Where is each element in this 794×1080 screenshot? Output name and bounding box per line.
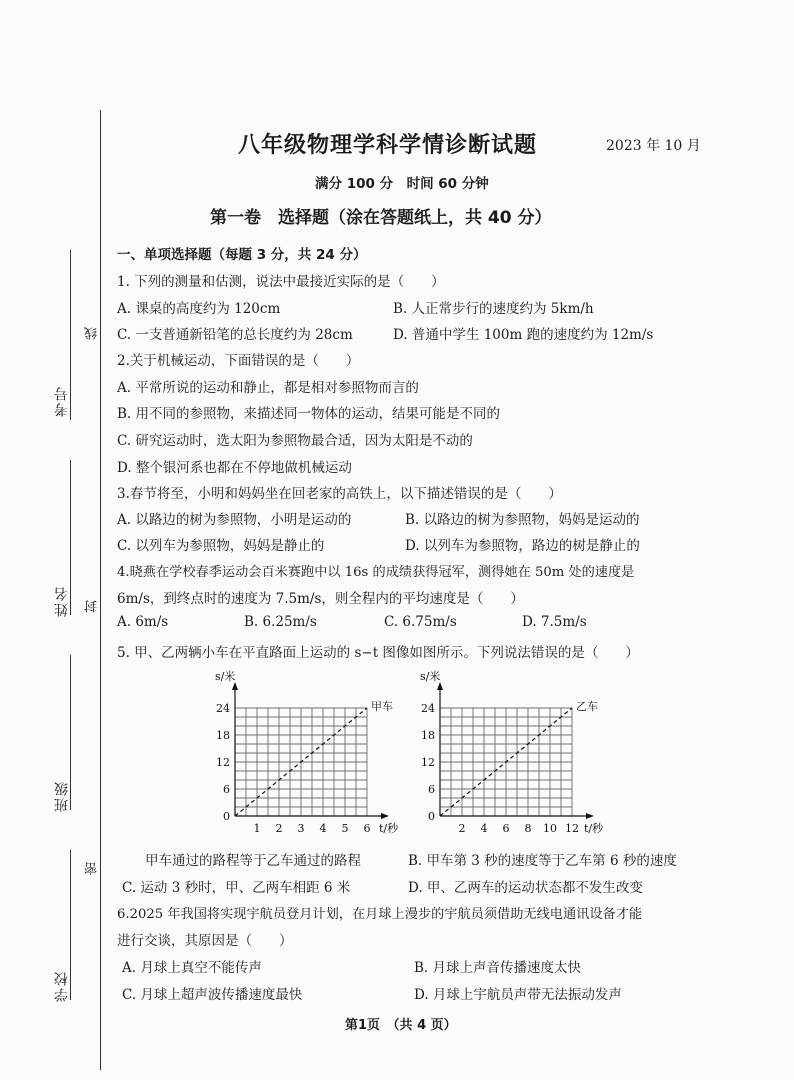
page-footer: 第1页 （共 4 页）: [345, 1018, 457, 1033]
q4-option-a: A. 6m/s: [117, 614, 169, 630]
q6-option-a: A. 月球上真空不能传声: [122, 960, 262, 976]
number-field: [70, 250, 71, 420]
q6-option-b: B. 月球上声音传播速度太快: [414, 960, 582, 976]
chart-yi: [405, 668, 625, 838]
origin-label: 0: [428, 810, 435, 823]
q1-option-a: A. 课桌的高度约为 120cm: [117, 301, 281, 317]
x-tick-label: 8: [524, 822, 532, 835]
seal-xian: 线: [85, 325, 100, 340]
section-heading: 一、单项选择题（每题 3 分，共 24 分）: [117, 247, 367, 263]
binding-line: [100, 110, 101, 1070]
class-field: [70, 655, 71, 810]
q1-option-b: B. 人正常步行的速度约为 5km/h: [393, 301, 594, 317]
seal-mi: 密: [85, 860, 100, 875]
volume-heading: 第一卷 选择题（涂在答题纸上，共 40 分）: [210, 208, 552, 228]
q2-option-d: D. 整个银河系也都在不停地做机械运动: [117, 460, 352, 476]
q2-option-a: A. 平常所说的运动和静止，都是相对参照物而言的: [117, 380, 419, 396]
y-axis-label: s/米: [420, 670, 441, 683]
q3-option-d: D. 以列车为参照物，路边的树是静止的: [405, 538, 640, 554]
y-axis-label: s/米: [215, 670, 236, 683]
x-axis-arrow: [381, 813, 389, 819]
q6-option-c: C. 月球上超声波传播速度最快: [122, 987, 303, 1003]
q6-option-d: D. 月球上宇航员声带无法振动发声: [414, 987, 622, 1003]
x-tick-label: 2: [458, 822, 466, 835]
y-tick-label: 24: [421, 702, 435, 715]
chart-jia: [200, 668, 420, 838]
x-tick-label: 5: [341, 822, 349, 835]
q2-stem: 2.关于机械运动，下面错误的是（ ）: [117, 353, 360, 369]
y-tick-label: 18: [216, 729, 230, 742]
q6-stem-line1: 6.2025 年我国将实现宇航员登月计划，在月球上漫步的宇航员须借助无线电通讯设备才能: [117, 907, 643, 922]
y-tick-label: 6: [223, 783, 230, 796]
q1-option-c: C. 一支普通新铅笔的总长度约为 28cm: [117, 327, 353, 343]
x-axis-label: t/秒: [379, 822, 399, 835]
exam-date: 2023 年 10 月: [606, 138, 701, 154]
exam-title: 八年级物理学科学情诊断试题: [238, 133, 538, 158]
q1-stem: 1. 下列的测量和估测，说法中最接近实际的是（ ）: [117, 274, 445, 290]
x-axis-arrow: [586, 813, 594, 819]
name-label: 姓名: [54, 585, 70, 617]
q2-option-b: B. 用不同的参照物，来描述同一物体的运动，结果可能是不同的: [117, 406, 501, 422]
q5-stem: 5. 甲、乙两辆小车在平直路面上运动的 s−t 图像如图所示。下列说法错误的是（ ）: [117, 645, 639, 661]
class-label: 班级: [54, 780, 70, 812]
x-tick-label: 2: [275, 822, 283, 835]
y-axis-arrow: [232, 682, 238, 690]
series-label: 乙车: [576, 700, 598, 713]
x-tick-label: 12: [565, 822, 579, 835]
school-field: [70, 850, 71, 1000]
x-tick-label: 6: [363, 822, 371, 835]
q5-option-c: C. 运动 3 秒时，甲、乙两车相距 6 米: [122, 880, 351, 896]
y-tick-label: 24: [216, 702, 230, 715]
number-label: 考号: [54, 385, 70, 417]
x-tick-label: 10: [543, 822, 557, 835]
name-field: [70, 460, 71, 615]
exam-meta: 满分 100 分 时间 60 分钟: [315, 176, 489, 192]
y-tick-label: 12: [421, 756, 435, 769]
x-tick-label: 4: [319, 822, 327, 835]
q6-stem-line2: 进行交谈，其原因是（ ）: [117, 933, 293, 949]
y-tick-label: 18: [421, 729, 435, 742]
q3-option-c: C. 以列车为参照物，妈妈是静止的: [117, 538, 325, 554]
x-axis-label: t/秒: [584, 822, 604, 835]
y-tick-label: 6: [428, 783, 435, 796]
y-axis-arrow: [437, 682, 443, 690]
origin-label: 0: [223, 810, 230, 823]
q3-stem: 3.春节将至，小明和妈妈坐在回老家的高铁上，以下描述错误的是（ ）: [117, 486, 562, 502]
series-label: 甲车: [371, 700, 393, 713]
x-tick-label: 1: [253, 822, 261, 835]
school-label: 学校: [54, 970, 70, 1002]
q5-option-a: 甲车通过的路程等于乙车通过的路程: [145, 853, 361, 869]
q1-option-d: D. 普通中学生 100m 跑的速度约为 12m/s: [393, 327, 654, 343]
x-tick-label: 4: [480, 822, 488, 835]
y-tick-label: 12: [216, 756, 230, 769]
q3-option-a: A. 以路边的树为参照物，小明是运动的: [117, 512, 352, 528]
q5-option-d: D. 甲、乙两车的运动状态都不发生改变: [408, 880, 643, 896]
q3-option-b: B. 以路边的树为参照物，妈妈是运动的: [405, 512, 640, 528]
q5-option-b: B. 甲车第 3 秒的速度等于乙车第 6 秒的速度: [408, 853, 677, 869]
q4-stem-line2: 6m/s，到终点时的速度为 7.5m/s，则全程内的平均速度是（ ）: [117, 591, 524, 607]
q4-option-d: D. 7.5m/s: [522, 614, 587, 630]
q4-stem-line1: 4.晓燕在学校春季运动会百米赛跑中以 16s 的成绩获得冠军，测得她在 50m 处的速度是: [117, 565, 635, 580]
x-tick-label: 6: [502, 822, 510, 835]
q4-option-b: B. 6.25m/s: [244, 614, 317, 630]
seal-feng: 封: [85, 598, 100, 613]
q2-option-c: C. 研究运动时，选太阳为参照物最合适，因为太阳是不动的: [117, 433, 473, 449]
q4-option-c: C. 6.75m/s: [384, 614, 457, 630]
x-tick-label: 3: [297, 822, 305, 835]
